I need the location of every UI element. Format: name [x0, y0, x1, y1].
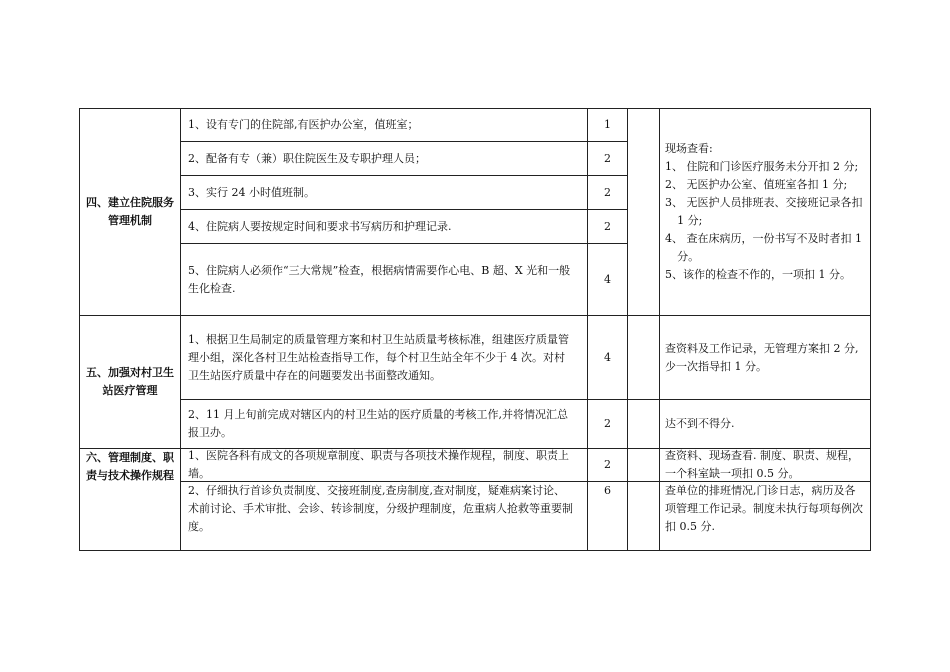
col-border — [627, 108, 628, 551]
rule-title: 现场查看: — [665, 142, 713, 155]
score-cell: 2 — [604, 417, 611, 430]
score-cell: 2 — [604, 458, 611, 471]
score-cell: 2 — [604, 185, 611, 199]
item-cell: 5、住院病人必须作“三大常规”检查，根据病情需要作心电、B 超、X 光和一般生化检查. — [188, 263, 571, 295]
rule-cell: 查资料、现场查看. 制度、职责、规程，一个科室缺一项扣 0.5 分。 — [665, 449, 859, 480]
score-cell: 4 — [604, 272, 611, 286]
rule-line: 1、 住院和门诊医疗服务未分开扣 2 分; — [665, 160, 859, 173]
item-cell: 1、医院各科有成文的各项规章制度、职责与各项技术操作规程，制度、职责上墙。 — [188, 449, 569, 480]
rule-cell — [660, 109, 870, 315]
rule-cell: 查单位的排班情况,门诊日志，病历及各项管理工作记录。制度未执行每项每例次扣 0.5 分. — [665, 484, 863, 533]
score-cell: 4 — [604, 350, 611, 364]
item-cell: 2、配备有专（兼）职住院医生及专职护理人员； — [188, 151, 426, 165]
item-cell: 1、设有专门的住院部,有医护办公室，值班室； — [188, 118, 419, 131]
score-cell: 2 — [604, 151, 611, 165]
rule-line: 5、该作的检查不作的，一项扣 1 分。 — [665, 268, 851, 281]
item-cell: 2、11 月上旬前完成对辖区内的村卫生站的医疗质量的考核工作,并将情况汇总报卫办。 — [188, 408, 568, 439]
row-border — [79, 550, 871, 551]
assessment-table — [79, 108, 871, 551]
rule-line: 4、 查在床病历，一份书写不及时者扣 1 分。 — [665, 232, 862, 263]
rule-line: 3、 无医护人员排班表、交接班记录各扣 1 分; — [665, 196, 863, 227]
item-cell: 3、实行 24 小时值班制。 — [188, 185, 315, 199]
category-cell: 六、管理制度、职责与技术操作规程 — [86, 451, 174, 482]
rule-cell: 查资料及工作记录，无管理方案扣 2 分,少一次指导扣 1 分。 — [665, 341, 859, 373]
item-cell: 2、仔细执行首诊负责制度、交接班制度,查房制度,查对制度，疑难病案讨论、术前讨论、手术审批、会诊、转诊制度，分级护理制度，危重病人抢救等重要制度。 — [188, 484, 573, 533]
score-cell: 6 — [604, 484, 611, 497]
item-cell: 1、根据卫生局制定的质量管理方案和村卫生站质量考核标准，组建医疗质量管理小组，深化各村卫生站检查指导工作，每个村卫生站全年不少于 4 次。对村卫生站医疗质量中存在的问题要发出书面整改通知。 — [188, 332, 569, 382]
rule-line: 2、 无医护办公室、值班室各扣 1 分; — [665, 178, 848, 191]
category-cell: 五、加强对村卫生站医疗管理 — [86, 366, 174, 397]
rule-cell: 达不到不得分. — [665, 417, 735, 430]
score-cell: 1 — [604, 118, 611, 131]
category-cell: 四、建立住院服务管理机制 — [86, 196, 174, 227]
col-border — [870, 108, 871, 551]
score-cell: 2 — [604, 219, 611, 233]
item-cell: 4、住院病人要按规定时间和要求书写病历和护理记录. — [188, 219, 452, 233]
